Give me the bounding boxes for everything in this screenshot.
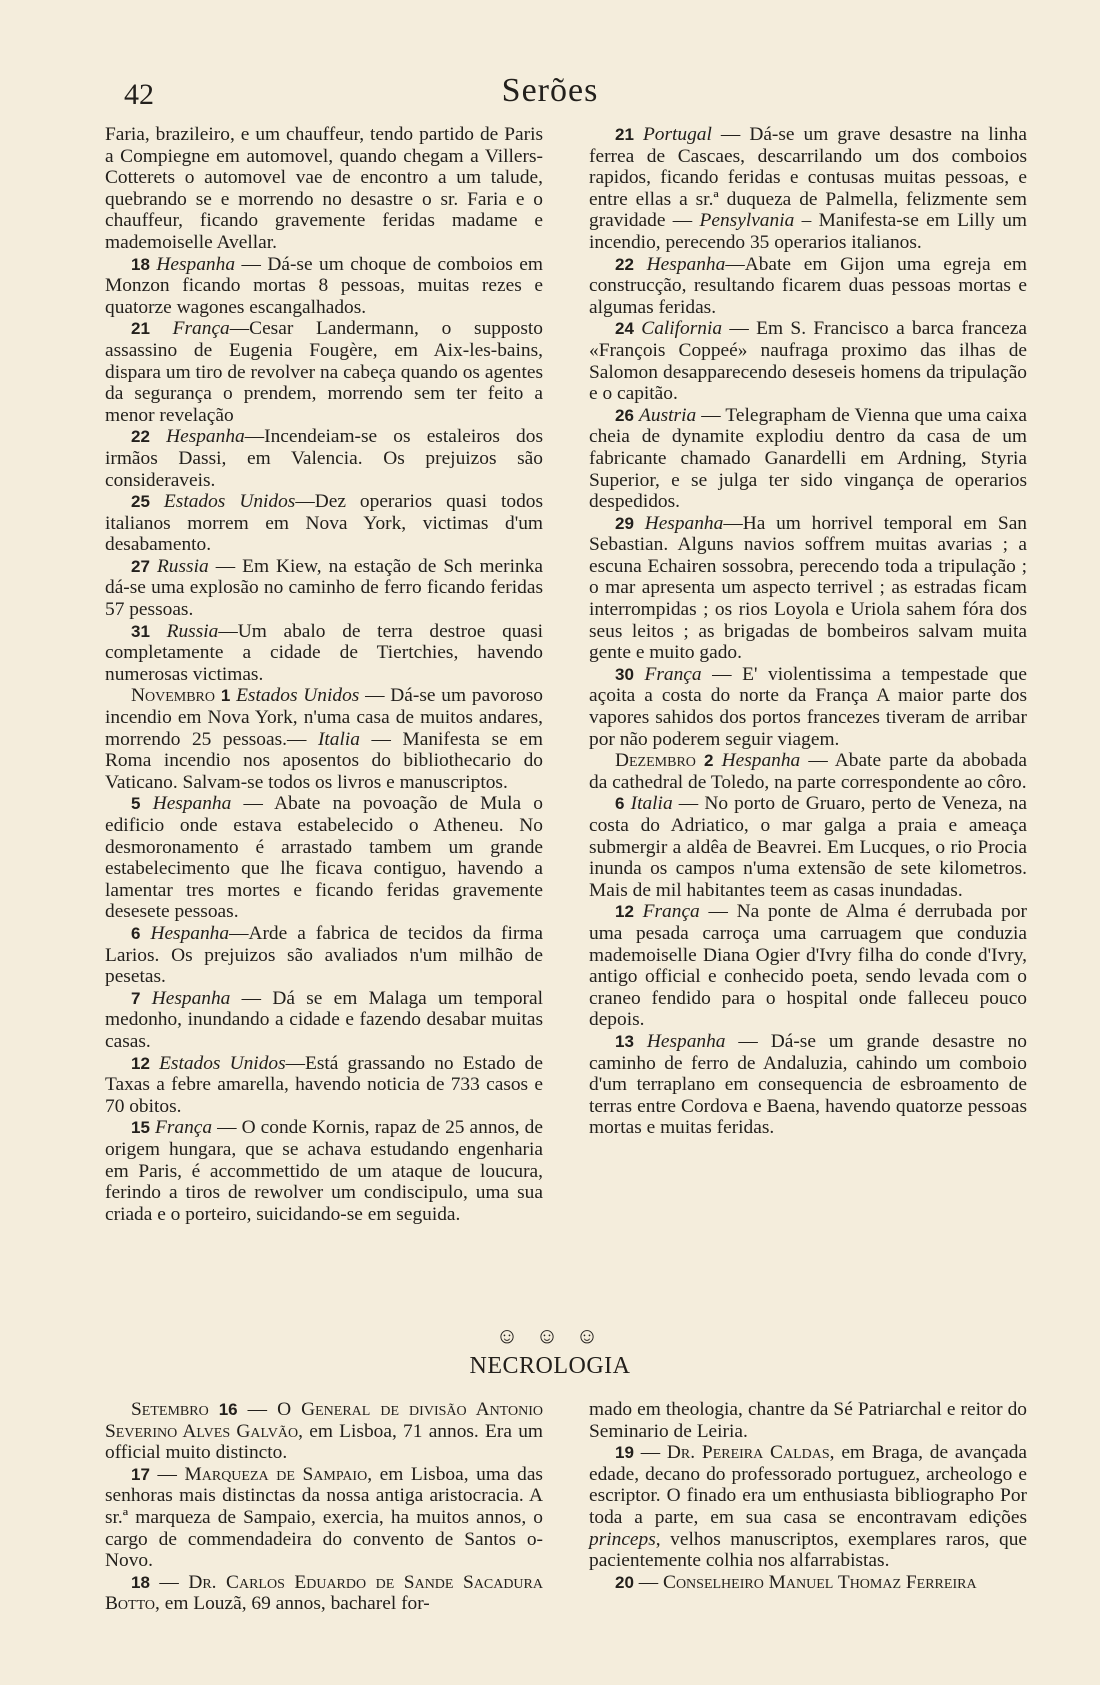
entry-place: Russia — [156, 555, 209, 577]
entry-text: — Dá-se um grande desastre no caminho de ferro de Andaluzia, cahindo um comboio d'um terraplano em consequencia de esbroamento de terras entre Cordova e Baena, havendo quatorze pessoas mortas e muitas feridas. — [589, 1030, 1027, 1139]
entry-paragraph: 20 — Conselheiro Manuel Thomaz Ferreira — [615, 1571, 977, 1593]
entry-place: França — [642, 901, 700, 923]
entry-paragraph: 18 — Dr. Carlos Eduardo de Sande Sacadura Botto, em Louzã, 69 annos, bacharel for- — [105, 1571, 543, 1615]
entry-place: Hespanha — [646, 253, 726, 275]
entry-date: 26 — [615, 405, 634, 425]
entry-text: —Dez operarios quasi todos italianos morrem em Nova York, victimas d'um desabamento. — [105, 491, 544, 556]
ornament-divider: ☺ ☺ ☺ — [495, 1323, 605, 1348]
entry-text: —Está grassando no Estado de Taxas a febre amarella, havendo noticia de 733 casos e 70 obitos. — [105, 1052, 543, 1117]
entry-paragraph — [105, 124, 543, 254]
entry-name: Dr. Pereira Caldas — [666, 1442, 830, 1464]
necrology-right-column — [589, 1399, 1027, 1593]
entry-date: 18 — [131, 1572, 150, 1592]
entry-paragraph — [105, 685, 543, 793]
entry-paragraph — [105, 621, 543, 686]
entry-date: 21 — [615, 125, 634, 144]
entry-text: — Telegrapham de Vienna que uma caixa cheia de dynamite explodiu dentro da casa de um fabricante chamado Ganardelli em Ardning, Styria Superior, e se julga ter sido vingança de operarios despedidos. — [589, 404, 1027, 513]
entry-text: , em Lisboa, 71 annos. Era um official muito distincto. — [105, 1420, 543, 1464]
entry-date: 27 — [131, 556, 150, 576]
entry-paragraph — [105, 988, 543, 1053]
entry-paragraph — [589, 513, 1027, 664]
entry-paragraph — [105, 254, 543, 319]
entry-date: 29 — [615, 513, 634, 533]
entry-date: 21 — [131, 319, 150, 339]
entry-place: Portugal — [642, 124, 712, 145]
entry-text: — Manifesta se em Roma incendio nos aposentos do bibliothecario do Vaticano. Salvam-se todos os livros e manuscriptos. — [105, 728, 543, 793]
entry-text: , velhos manuscriptos, exemplares raros, que pacientemente colhia nos alfarrabistas. — [589, 1528, 1027, 1572]
entry-name: Conselheiro Manuel Thomaz Ferreira — [663, 1571, 977, 1593]
entry-place: Pensylvania — [699, 210, 795, 232]
entry-paragraph — [105, 1117, 543, 1225]
entry-text: — Dá-se um choque de comboios em Monzon ficando mortas 8 pessoas, muitas rezes e quatorze wagones escangalhados. — [105, 253, 543, 318]
entry-date: 1 — [220, 686, 231, 706]
entry-month: Novembro — [131, 685, 216, 707]
entry-text: mado em theologia, chantre da Sé Patriarchal e reitor do Seminario de Leiria. — [589, 1399, 1027, 1442]
entry-place: Italia — [317, 728, 360, 750]
entry-text: — E' violentissima a tempestade que açoita a costa do norte da França A maior parte dos vapores sahidos dos portos francezes tiveram de arribar por não poderem seguir viagem. — [589, 663, 1027, 750]
entry-place: California — [641, 318, 723, 340]
entry-paragraph — [589, 901, 1027, 1031]
entry-paragraph — [589, 124, 1027, 254]
entry-place: Hespanha — [644, 512, 724, 534]
entry-date: 17 — [131, 1464, 150, 1484]
entry-place: França — [172, 318, 230, 340]
entry-text: — No porto de Gruaro, perto de Veneza, na costa do Adriatico, o mar galga a praia e ameaça submergir a aldêa de Beavrei. Em Lucques, o rio Procia inunda os campos n'uma extensão de sete kilometros. Mais de mil habitantes teem as casas inundadas. — [589, 793, 1027, 901]
entry-month: Setembro — [131, 1399, 209, 1420]
running-head: Serões — [501, 72, 599, 109]
entry-paragraph — [589, 1399, 1027, 1442]
entry-place: Hespanha — [721, 750, 801, 772]
entry-place: Estados Unidos — [163, 491, 296, 513]
chronicle-left-column — [105, 124, 543, 1225]
entry-text: —Ha um horrivel temporal em San Sebastian. Alguns navios soffrem muitas avarias ; a escuna Echairen sossobra, perecendo toda a tripulação ; o mar apresenta um aspecto terrivel ; as estradas ficam interrompidas ; os rios Loyola e Uriola sahem fóra dos seus leitos ; as brigadas de bombeiros salvam muita gente e muito gado. — [589, 512, 1027, 664]
entry-paragraph — [105, 426, 543, 491]
entry-date: 13 — [615, 1031, 634, 1051]
entry-date: 24 — [615, 319, 634, 339]
entry-date: 22 — [615, 254, 634, 274]
entry-date: 12 — [615, 902, 634, 922]
entry-date: 30 — [615, 664, 634, 684]
entry-place: Hespanha — [152, 793, 232, 815]
entry-name: O General de divisão Antonio Severino Alves Galvão — [105, 1399, 543, 1442]
entry-paragraph — [589, 793, 1027, 901]
entry-name: Marqueza de Sampaio — [184, 1463, 368, 1485]
entry-paragraph — [589, 254, 1027, 319]
entry-paragraph — [105, 491, 543, 556]
entry-date: 22 — [131, 427, 150, 447]
entry-text: —Abate em Gijon uma egreja em construcção, resultando ficarem duas pessoas mortas e algumas feridas. — [589, 253, 1027, 318]
entry-date: 19 — [615, 1443, 634, 1463]
entry-date: 15 — [131, 1118, 150, 1138]
entry-paragraph — [589, 750, 1027, 793]
entry-date: 2 — [704, 751, 714, 771]
entry-date: 6 — [131, 923, 141, 943]
entry-text: — Abate parte da abobada da cathedral de Toledo, na parte correspondente ao côro. — [589, 750, 1027, 793]
entry-place: Austria — [639, 404, 697, 426]
entry-name: Dr. Carlos Eduardo de Sande Sacadura Botto — [105, 1571, 543, 1615]
entry-text: — Dá-se um grave desastre na linha ferrea de Cascaes, descarrilando um dos comboios rapidos, ficando feridas e contusas muitas pessoas, e entre ellas a sr.ª duqueza de Palmella, felizmente sem gravidade — — [589, 124, 1027, 232]
entry-text: — Dá-se um pavoroso incendio em Nova York, n'uma casa de muitos andares, morrendo 25 pessoas.— — [105, 685, 543, 750]
entry-text: —Incendeiam-se os estaleiros dos irmãos Dassi, em Valencia. Os prejuizos são consideraveis. — [105, 426, 543, 491]
section-title: NECROLOGIA — [469, 1353, 631, 1379]
entry-paragraph — [105, 1053, 543, 1118]
entry-text: — Abate na povoação de Mula o edificio onde estava estabelecido o Atheneu. No desmoronamento é arrastado tambem um grande estabelecimento que lhe ficava contiguo, havendo a lamentar tres mortes e ficando feridas gravemente desesete pessoas. — [105, 793, 543, 923]
necrology-left-column — [105, 1399, 543, 1615]
entry-italic: princeps — [589, 1528, 656, 1550]
entry-paragraph: 17 — Marqueza de Sampaio, em Lisboa, uma das senhoras mais distinctas da nossa antiga aristocracia. A sr.ª marqueza de Sampaio, exercia, ha muitos annos, o cargo de commendadeira do convento de Santos o-Novo. — [105, 1463, 543, 1572]
entry-paragraph — [589, 1031, 1027, 1139]
entry-place: Estados Unidos — [236, 685, 360, 707]
entry-place: Hespanha — [166, 426, 245, 448]
entry-text: – Manifesta-se em Lilly um incendio, perecendo 35 operarios italianos. — [589, 210, 1027, 253]
entry-date: 7 — [131, 988, 141, 1008]
entry-date: 5 — [131, 794, 141, 814]
page-number: 42 — [124, 78, 154, 111]
entry-paragraph — [589, 318, 1027, 404]
entry-text: — Em S. Francisco a barca franceza «François Coppeé» naufraga proximo das ilhas de Salomon desapparecendo deseseis homens da tripulação e o capitão. — [589, 318, 1027, 405]
entry-date: 20 — [615, 1572, 634, 1592]
entry-text: — O conde Kornis, rapaz de 25 annos, de origem hungara, que se achava estudando engenharia em Paris, é accommettido de um ataque de loucura, ferindo a tiros de rewolver um condiscipulo, uma sua criada e o porteiro, suicidando-se em seguida. — [105, 1117, 543, 1225]
entry-text: , em Braga, de avançada edade, decano do professorado portuguez, archeologo e escriptor. O finado era um enthusiasta bibliographo Por toda a parte, em sua casa se encontravam edições — [589, 1442, 1027, 1528]
entry-place: Russia — [166, 620, 219, 642]
entry-place: Italia — [630, 793, 673, 815]
entry-paragraph — [105, 793, 543, 923]
entry-text: —Cesar Landermann, o supposto assassino de Eugenia Fougère, em Aix-les-bains, dispara um tiro de revolver na cabeça quando os agentes da segurança o prendem, morrendo sem ter feito a menor revelação — [105, 318, 543, 426]
entry-date: 6 — [615, 794, 625, 814]
entry-text: , em Lisboa, uma das senhoras mais distinctas da nossa antiga aristocracia. A sr.ª marqueza de Sampaio, exercia, ha muitos annos, o cargo de commendadeira do convento de Santos o-Novo. — [105, 1463, 543, 1572]
entry-date: 25 — [131, 492, 150, 512]
entry-place: França — [644, 663, 702, 685]
entry-date: 18 — [131, 254, 150, 274]
entry-paragraph — [105, 318, 543, 426]
entry-place: Hespanha — [646, 1030, 726, 1052]
entry-text: — Em Kiew, na estação de Sch merinka dá-se uma explosão no caminho de ferro ficando feridas 57 pessoas. — [105, 555, 543, 621]
entry-text: Faria, brazileiro, e um chauffeur, tendo partido de Paris a Compiegne em automovel, quando chegam a Villers-Cotterets o automovel vae de encontro a um talude, quebrando se e morrendo no desastre o sr. Faria e o chauffeur, ficando gravemente feridas madame e mademoiselle Avellar. — [105, 124, 543, 253]
entry-text: — Dá se em Malaga um temporal medonho, inundando a cidade e fazendo desabar muitas casas. — [105, 987, 543, 1052]
entry-text: —Um abalo de terra destroe quasi completamente a cidade de Tiertchies, havendo numerosas victimas. — [105, 620, 543, 685]
entry-month: Dezembro — [615, 750, 696, 772]
entry-paragraph — [589, 405, 1027, 513]
entry-date: 16 — [218, 1400, 238, 1419]
entry-text: —Arde a fabrica de tecidos da firma Larios. Os prejuizos são avaliados n'um milhão de pesetas. — [105, 922, 543, 988]
entry-date: 31 — [131, 621, 150, 641]
entry-place: Hespanha — [150, 922, 230, 944]
entry-place: Estados Unidos — [159, 1052, 286, 1074]
entry-paragraph — [105, 556, 543, 621]
entry-paragraph: 19 — Dr. Pereira Caldas, em Braga, de avançada edade, decano do professorado portuguez, archeologo e escriptor. O finado era um enthusiasta bibliographo Por toda a parte, em sua casa se encontravam edições princeps, velhos manuscriptos, exemplares raros, que pacientemente colhia nos alfarrabistas. — [589, 1442, 1027, 1572]
entry-date: 12 — [131, 1053, 150, 1073]
entry-place: França — [154, 1117, 213, 1139]
entry-text: — Na ponte de Alma é derrubada por uma pesada carroça uma carruagem que conduzia mademoiselle Diana Ogier d'Ivry filha do conde d'Ivry, antigo official e conhecido poeta, sendo levada com o craneo fendido para o hospital onde falleceu pouco depois. — [589, 901, 1027, 1031]
entry-paragraph: Setembro 16 — O General de divisão Antonio Severino Alves Galvão, em Lisboa, 71 annos. Era um official muito distincto. — [105, 1399, 543, 1464]
chronicle-right-column — [589, 124, 1027, 1139]
entry-place: Hespanha — [156, 253, 236, 275]
entry-paragraph — [105, 923, 543, 988]
entry-paragraph — [589, 664, 1027, 750]
entry-place: Hespanha — [151, 987, 231, 1009]
entry-text: , em Louzã, 69 annos, bacharel for- — [155, 1593, 430, 1615]
